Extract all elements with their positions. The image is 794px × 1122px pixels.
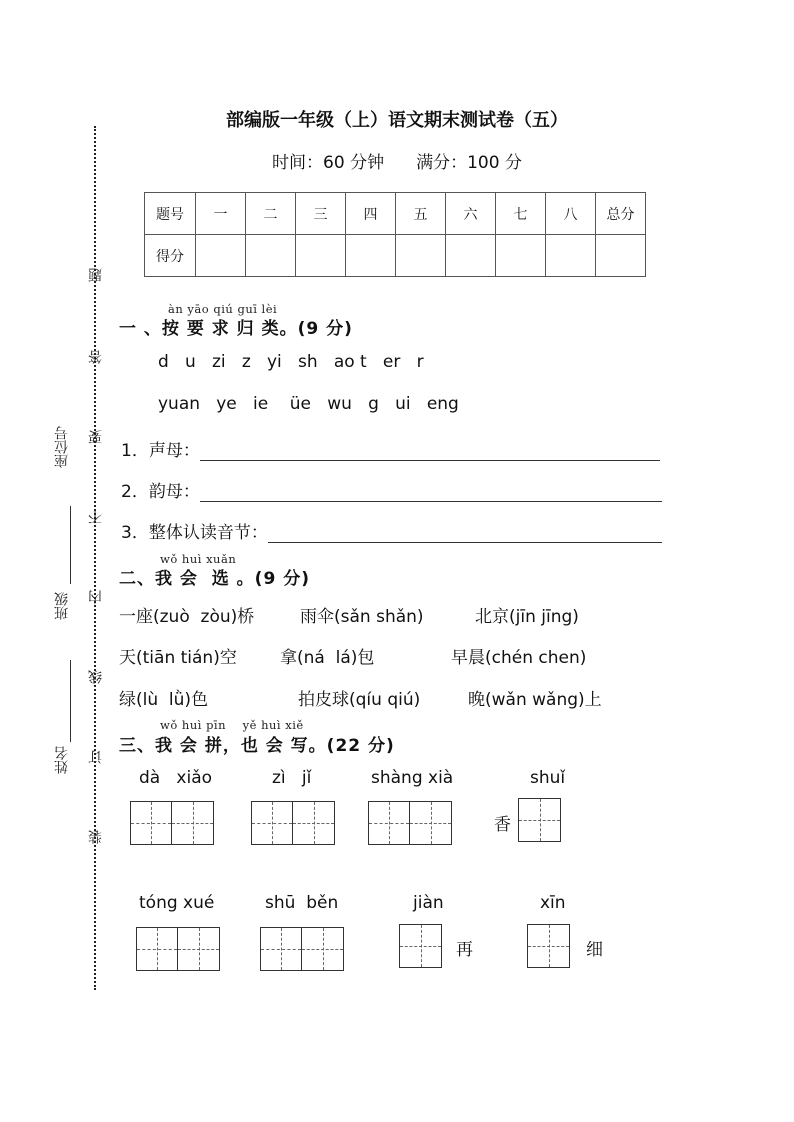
section3-pinyin: wǒ huì pīn yě huì xiě <box>160 718 304 732</box>
score-cell: 七 <box>496 193 546 235</box>
score-input-cell[interactable] <box>496 235 546 277</box>
given-character: 再 <box>456 940 473 960</box>
writing-grid[interactable] <box>130 801 214 845</box>
score-input-cell[interactable] <box>596 235 646 277</box>
word-pinyin: xīn <box>540 893 566 913</box>
section2-title: 二、我 会 选 。(9 分) <box>119 569 310 589</box>
score-input-cell[interactable] <box>546 235 596 277</box>
score-input-cell[interactable] <box>346 235 396 277</box>
question-shengmu-label: 1．声母： <box>121 441 200 461</box>
seal-char-da: 答 <box>88 350 104 364</box>
name-label: 姓名 <box>54 746 70 774</box>
writing-grid[interactable] <box>260 927 344 971</box>
choice-item[interactable]: 拍皮球(qíu qiú) <box>298 690 421 710</box>
choice-item[interactable]: 北京(jīn jīng) <box>475 607 579 627</box>
question-yunmu-label: 2．韵母： <box>121 482 200 502</box>
score-cell: 一 <box>196 193 246 235</box>
score-input-cell[interactable] <box>396 235 446 277</box>
writing-grid[interactable] <box>136 927 220 971</box>
question-shengmu <box>121 436 660 461</box>
question-yunmu <box>121 477 662 502</box>
score-input-cell[interactable] <box>296 235 346 277</box>
seal-char-xian: 线 <box>88 670 104 684</box>
question-zhengti <box>121 518 662 543</box>
exam-total-score: 满分：100 分 <box>416 153 522 173</box>
seal-char-yao: 要 <box>88 430 104 444</box>
writing-grid[interactable] <box>399 924 442 968</box>
exam-info <box>0 148 794 173</box>
page-title: 部编版一年级（上）语文期末测试卷（五） <box>226 110 568 131</box>
word-pinyin: zì jǐ <box>272 768 312 788</box>
seal-char-nei: 内 <box>88 590 104 604</box>
word-pinyin: jiàn <box>413 893 444 913</box>
zhengti-answer-line[interactable] <box>268 526 662 543</box>
choice-item[interactable]: 一座(zuò zòu)桥 <box>119 607 255 627</box>
writing-grid[interactable] <box>518 798 561 842</box>
choice-item[interactable]: 雨伞(sǎn shǎn) <box>300 607 424 627</box>
score-cell: 四 <box>346 193 396 235</box>
writing-grid[interactable] <box>527 924 570 968</box>
score-table-score-row <box>145 235 646 277</box>
choice-item[interactable]: 绿(lù lǜ)色 <box>119 690 209 710</box>
choice-item[interactable]: 晚(wǎn wǎng)上 <box>468 690 602 710</box>
section1-letters-line2: yuan ye ie üe wu g ui eng <box>158 394 459 414</box>
score-cell: 三 <box>296 193 346 235</box>
score-cell-total: 总分 <box>596 193 646 235</box>
word-pinyin: dà xiǎo <box>139 768 213 788</box>
section2-pinyin: wǒ huì xuǎn <box>160 552 237 566</box>
choice-item[interactable]: 拿(ná lá)包 <box>280 648 375 668</box>
given-character: 香 <box>494 815 511 835</box>
score-row-label: 得分 <box>145 235 196 277</box>
seal-char-ti: 题 <box>88 268 104 282</box>
score-cell: 五 <box>396 193 446 235</box>
section1-pinyin: àn yāo qiú guī lèi <box>168 302 278 316</box>
word-pinyin: shū běn <box>265 893 339 913</box>
writing-grid[interactable] <box>251 801 335 845</box>
score-cell-label: 题号 <box>145 193 196 235</box>
seal-char-ding: 订 <box>88 750 104 764</box>
question-zhengti-label: 3．整体认读音节： <box>121 523 268 543</box>
seal-char-zhuang: 装 <box>88 830 104 844</box>
exam-time: 时间：60 分钟 <box>272 153 385 173</box>
seat-number-label: 座位号 <box>54 426 70 468</box>
score-table-header-row <box>145 193 646 235</box>
choice-item[interactable]: 早晨(chén chen) <box>451 648 587 668</box>
score-input-cell[interactable] <box>196 235 246 277</box>
word-pinyin: tóng xué <box>139 893 215 913</box>
section3-title: 三、我 会 拼，也 会 写。(22 分) <box>119 736 395 756</box>
class-blank-line <box>70 506 71 584</box>
score-cell: 六 <box>446 193 496 235</box>
score-table <box>144 192 646 277</box>
seal-char-bu: 不 <box>88 510 104 524</box>
section1-title: 一 、按 要 求 归 类。(9 分) <box>119 319 353 339</box>
given-character: 细 <box>586 940 603 960</box>
score-input-cell[interactable] <box>446 235 496 277</box>
word-pinyin: shàng xià <box>371 768 454 788</box>
choice-item[interactable]: 天(tiān tián)空 <box>119 648 237 668</box>
score-cell: 八 <box>546 193 596 235</box>
writing-grid[interactable] <box>368 801 452 845</box>
score-input-cell[interactable] <box>246 235 296 277</box>
word-pinyin: shuǐ <box>530 768 566 788</box>
binding-dotted-line <box>94 126 96 990</box>
section1-letters-line1: d u zi z yi sh ao t er r <box>158 352 424 372</box>
name-blank-line <box>70 660 71 742</box>
score-cell: 二 <box>246 193 296 235</box>
shengmu-answer-line[interactable] <box>200 444 660 461</box>
class-label: 班级 <box>54 592 70 620</box>
yunmu-answer-line[interactable] <box>200 485 662 502</box>
